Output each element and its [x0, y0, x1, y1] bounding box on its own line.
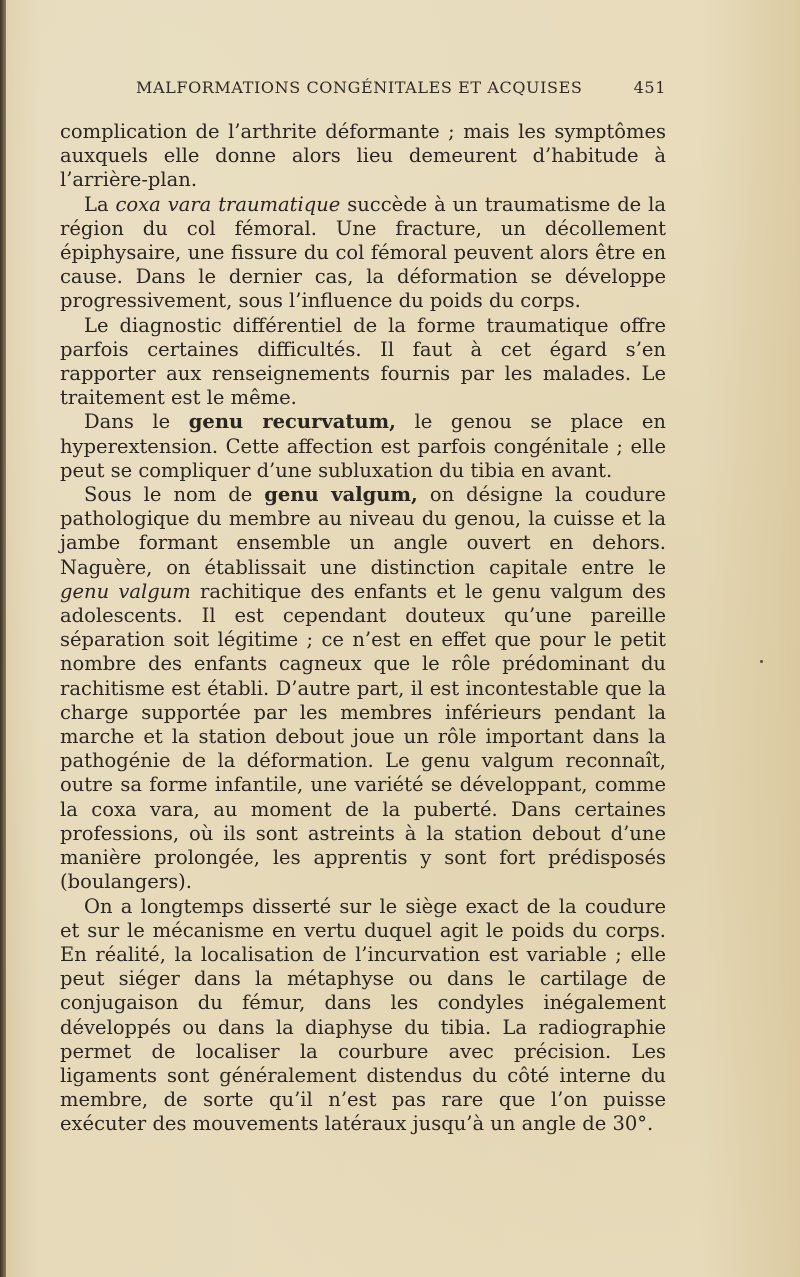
term-genu-recurvatum: genu recurvatum, — [188, 410, 396, 434]
book-spine-edge — [0, 0, 6, 1277]
paragraph-lead: Sous le nom de — [84, 483, 265, 507]
paragraph-mid: on désigne la coudure pathologique du membre au niveau du genou, la cuisse et la jambe formant ensemble un angle ouvert en dehors. Naguère, on établissait une distinction capitale entre le — [60, 483, 666, 579]
paragraph-rest: le genou se place en hyperextension. Cette affection est parfois congénitale ; elle peut se compliquer d’une subluxation du tibia en avant. — [60, 410, 666, 482]
term-genu-valgum-italic: genu valgum — [60, 579, 191, 603]
paragraph-text: On a longtemps disserté sur le siège exact de la coudure et sur le mécanisme en vertu duquel agit le poids du corps. En réalité, la localisation de l’incurvation est variable ; elle peut siéger dans la métaphyse ou dans le cartilage de conjugaison du fémur, dans les condyles inégalement développés ou dans la diaphyse du tibia. La radiographie permet de localiser la courbure avec précision. Les ligaments sont généralement distendus du côté interne du membre, de sorte qu’il n’est pas rare que l’on puisse exécuter des mouvements latéraux jusqu’à un angle de 30°. — [60, 894, 666, 1136]
paragraph-siege-coudure — [60, 895, 666, 1137]
paragraph-coxa-vara-traumatique — [60, 193, 666, 314]
running-header — [136, 78, 666, 104]
body-text — [60, 120, 666, 1137]
page-number: 451 — [633, 78, 666, 97]
paragraph-genu-recurvatum — [60, 410, 666, 483]
paragraph-genu-valgum — [60, 483, 666, 894]
paragraph-rest: succède à un traumatisme de la région du col fémoral. Une fracture, un décollement épiphysaire, une fissure du col fémoral peuvent alors être en cause. Dans le dernier cas, la déformation se développe progressivement, sous l’influence du poids du corps. — [60, 192, 666, 313]
paragraph-text: complication de l’arthrite déformante ; mais les symptômes auxquels elle donne alors lieu demeurent d’habitude à l’arrière-plan. — [60, 120, 666, 192]
paragraph-lead: La — [84, 192, 116, 216]
term-genu-valgum: genu valgum, — [264, 483, 418, 507]
paragraph-text: Le diagnostic différentiel de la forme traumatique offre parfois certaines difficultés. Il faut à cet égard s’en rapporter aux renseignements fournis par les malades. Le traitement est le même. — [60, 313, 666, 410]
paragraph-rest: rachitique des enfants et le genu valgum des adolescents. Il est cependant douteux qu’une pareille séparation soit légitime ; ce n’est en effet que pour le petit nombre des enfants cagneux que le rôle prédominant du rachitisme est établi. D’autre part, il est incontestable que la charge supportée par les membres inférieurs pendant la marche et la station debout joue un rôle important dans la pathogénie de la déformation. Le genu valgum reconnaît, outre sa forme infantile, une variété se développant, comme la coxa vara, au moment de la puberté. Dans certaines professions, où ils sont astreints à la station debout d’une manière prolongée, les apprentis y sont fort prédisposés (boulangers). — [60, 579, 667, 894]
paper-speck — [760, 660, 763, 663]
paragraph-continuation — [60, 120, 666, 193]
paragraph-diagnostic — [60, 314, 666, 411]
term-coxa-vara-traumatique: coxa vara traumatique — [115, 192, 341, 216]
running-title: MALFORMATIONS CONGÉNITALES ET ACQUISES — [136, 78, 583, 97]
paragraph-lead: Dans le — [84, 410, 189, 434]
